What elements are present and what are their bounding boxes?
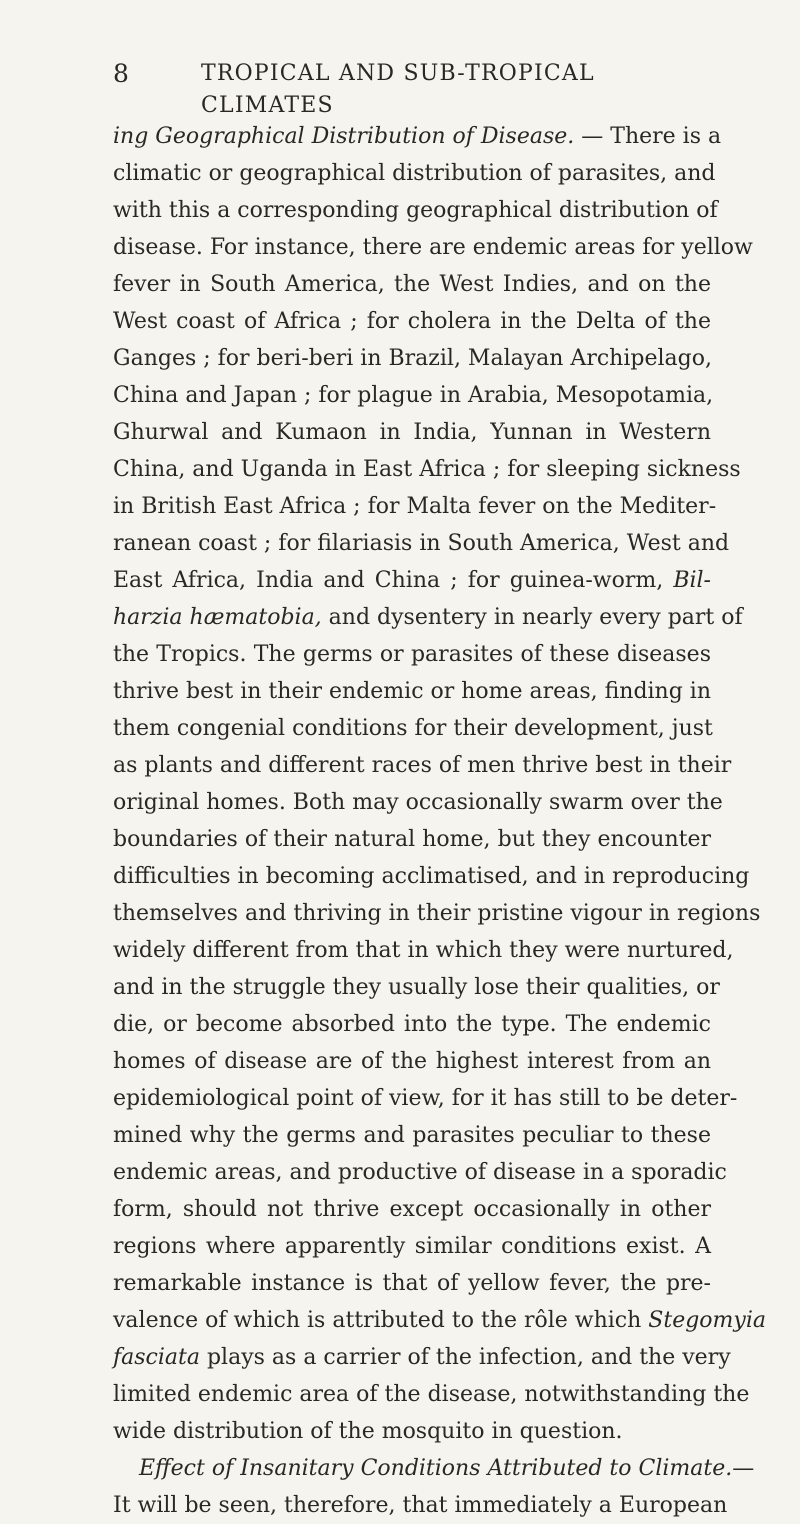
- text-segment: die, or become absorbed into the type. The endemic: [113, 1012, 711, 1037]
- text-line: [113, 192, 718, 229]
- text-segment: — There is a: [574, 124, 722, 149]
- text-line: [113, 784, 723, 821]
- text-segment: China and Japan ; for plague in Arabia, Mesopotamia,: [113, 383, 714, 408]
- italic-text-segment: ing Geographical Distribution of Disease.: [113, 124, 575, 149]
- text-segment: with this a corresponding geographical distribution of: [113, 198, 718, 223]
- italic-text-segment: harzia hæmatobia,: [113, 605, 322, 630]
- text-line: [113, 562, 711, 599]
- italic-text-segment: Bil-: [673, 568, 711, 593]
- text-segment: climatic or geographical distribution of parasites, and: [113, 161, 716, 186]
- text-segment: wide distribution of the mosquito in question.: [113, 1419, 623, 1444]
- text-line: [113, 821, 711, 858]
- text-line: [113, 1487, 728, 1524]
- text-line: [113, 1228, 711, 1265]
- text-segment: regions where apparently similar conditions exist. A: [113, 1234, 711, 1259]
- text-line: [113, 636, 711, 673]
- text-line: [113, 377, 714, 414]
- text-segment: endemic areas, and productive of disease in a sporadic: [113, 1160, 727, 1185]
- text-segment: widely different from that in which they were nurtured,: [113, 938, 734, 963]
- text-segment: boundaries of their natural home, but they encounter: [113, 827, 711, 852]
- text-line: [113, 932, 734, 969]
- text-line: [113, 969, 720, 1006]
- text-segment: form, should not thrive except occasionally in other: [113, 1197, 711, 1222]
- text-line: [113, 303, 711, 340]
- italic-text-segment: Stegomyia: [648, 1308, 766, 1333]
- text-line: [113, 599, 743, 636]
- text-line: [113, 710, 711, 747]
- text-segment: homes of disease are of the highest interest from an: [113, 1049, 711, 1074]
- text-line: [113, 1080, 738, 1117]
- text-line: [113, 895, 761, 932]
- text-line: [113, 266, 711, 303]
- text-segment: and dysentery in nearly every part of: [321, 605, 743, 630]
- italic-text-segment: Effect of Insanitary Conditions Attributed to Climate.: [139, 1456, 733, 1481]
- text-line: [113, 673, 711, 710]
- text-line: [113, 155, 716, 192]
- text-segment: epidemiological point of view, for it has still to be deter-: [113, 1086, 738, 1111]
- text-segment: West coast of Africa ; for cholera in the Delta of the: [113, 309, 711, 334]
- text-segment: difficulties in becoming acclimatised, and in reproducing: [113, 864, 750, 889]
- italic-text-segment: fasciata: [113, 1345, 200, 1370]
- text-segment: thrive best in their endemic or home areas, finding in: [113, 679, 712, 704]
- text-line: [113, 229, 753, 266]
- text-segment: It will be seen, therefore, that immediately a European: [113, 1493, 728, 1518]
- text-line: [113, 451, 741, 488]
- page-number: 8: [113, 59, 129, 88]
- text-segment: in British East Africa ; for Malta fever on the Mediter-: [113, 494, 717, 519]
- text-line: [113, 1154, 727, 1191]
- text-line: [113, 1413, 711, 1450]
- text-segment: them congenial conditions for their development, just: [113, 716, 713, 741]
- text-segment: East Africa, India and China ; for guinea-worm,: [113, 568, 674, 593]
- text-segment: and in the struggle they usually lose their qualities, or: [113, 975, 720, 1000]
- text-line: [113, 1339, 731, 1376]
- text-line: [113, 1376, 750, 1413]
- text-segment: mined why the germs and parasites peculiar to these: [113, 1123, 711, 1148]
- text-line: [113, 525, 730, 562]
- body-text: [113, 118, 766, 1524]
- text-line: [113, 488, 717, 525]
- text-segment: plays as a carrier of the infection, and the very: [199, 1345, 731, 1370]
- running-title: TROPICAL AND SUB-TROPICAL CLIMATES: [201, 61, 595, 118]
- text-line: [113, 1450, 755, 1487]
- text-segment: the Tropics. The germs or parasites of these diseases: [113, 642, 711, 667]
- text-segment: remarkable instance is that of yellow fever, the pre-: [113, 1271, 711, 1296]
- text-line: [113, 414, 711, 451]
- text-segment: as plants and different races of men thrive best in their: [113, 753, 732, 778]
- text-segment: Ghurwal and Kumaon in India, Yunnan in Western: [113, 420, 711, 445]
- text-segment: original homes. Both may occasionally swarm over the: [113, 790, 723, 815]
- text-segment: China, and Uganda in East Africa ; for sleeping sickness: [113, 457, 741, 482]
- text-line: [113, 1006, 711, 1043]
- text-line: [113, 858, 750, 895]
- text-segment: valence of which is attributed to the rôle which: [113, 1308, 649, 1333]
- text-line: [113, 747, 732, 784]
- text-line: [113, 1191, 711, 1228]
- text-line: [113, 1302, 766, 1339]
- text-segment: ranean coast ; for filariasis in South America, West and: [113, 531, 730, 556]
- text-segment: limited endemic area of the disease, notwithstanding the: [113, 1382, 750, 1407]
- text-segment: disease. For instance, there are endemic areas for yellow: [113, 235, 753, 260]
- text-line: [113, 118, 722, 155]
- text-line: [113, 1265, 711, 1302]
- text-segment: themselves and thriving in their pristine vigour in regions: [113, 901, 761, 926]
- text-line: [113, 340, 711, 377]
- text-segment: Ganges ; for beri-beri in Brazil, Malayan Archipelago,: [113, 346, 712, 371]
- text-segment: —: [732, 1456, 755, 1481]
- page-header: [113, 58, 711, 118]
- text-line: [113, 1117, 711, 1154]
- text-line: [113, 1043, 711, 1080]
- text-segment: fever in South America, the West Indies, and on the: [113, 272, 711, 297]
